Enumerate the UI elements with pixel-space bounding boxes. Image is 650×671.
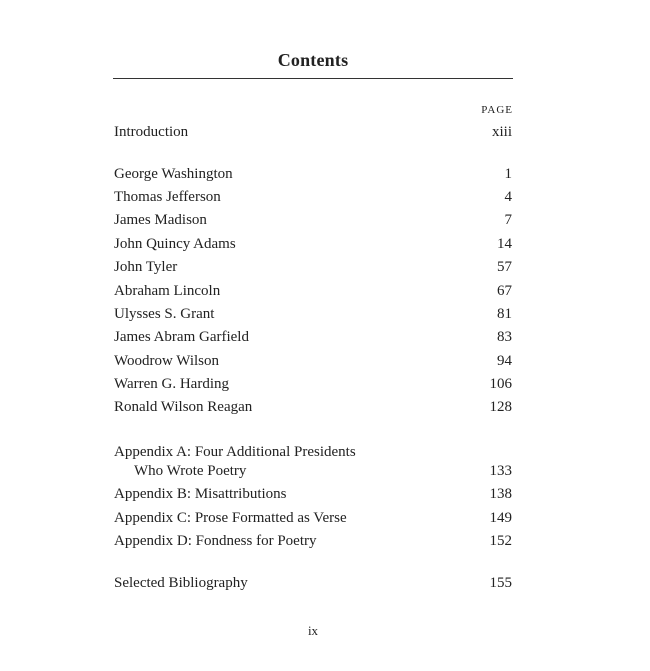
toc-entry-page: 94 xyxy=(497,353,512,369)
page-column-heading: PAGE xyxy=(481,104,513,116)
toc-entry-page: 81 xyxy=(497,306,512,322)
toc-entry-title: Appendix B: Misattributions xyxy=(114,486,287,502)
toc-entry-page: 152 xyxy=(489,533,512,549)
toc-entry-page: 14 xyxy=(497,236,512,252)
toc-entry-page: 128 xyxy=(489,399,512,415)
title-rule xyxy=(113,78,513,79)
toc-entry-page: 155 xyxy=(489,575,512,591)
toc-entry-page: 57 xyxy=(497,259,512,275)
toc-entry-page: 1 xyxy=(504,166,512,182)
page-number: ix xyxy=(307,623,319,638)
toc-entry-page: 149 xyxy=(489,510,512,526)
toc-entry-title: Introduction xyxy=(114,124,189,140)
toc-entry-title: John Tyler xyxy=(114,259,178,275)
toc-entry-title: Appendix A: Four Additional Presidents xyxy=(114,444,356,460)
toc-entry-page: xiii xyxy=(491,124,512,140)
page-title: Contents xyxy=(277,50,349,70)
toc-entry-page: 7 xyxy=(504,212,512,228)
toc-entry-page: 106 xyxy=(489,376,512,392)
toc-entry-page: 67 xyxy=(497,283,512,299)
toc-entry-page: 83 xyxy=(497,329,512,345)
toc-entry-title: Ronald Wilson Reagan xyxy=(114,399,253,415)
toc-entry-page: 133 xyxy=(489,463,512,479)
toc-entry-page: 138 xyxy=(489,486,512,502)
toc-entry-title: Woodrow Wilson xyxy=(114,353,219,369)
toc-entry-title: Ulysses S. Grant xyxy=(114,306,215,322)
toc-entry-title: James Madison xyxy=(114,212,207,228)
toc-entry-title: Appendix D: Fondness for Poetry xyxy=(114,533,317,549)
toc-entry-title: James Abram Garfield xyxy=(114,329,249,345)
toc-entry-title: John Quincy Adams xyxy=(114,236,236,252)
toc-entry-title: George Washington xyxy=(114,166,233,182)
toc-entry-title-continuation: Who Wrote Poetry xyxy=(134,463,247,479)
toc-entry-page: 4 xyxy=(504,189,512,205)
toc-entry-title: Thomas Jefferson xyxy=(114,189,221,205)
toc-entry-title: Warren G. Harding xyxy=(114,376,229,392)
toc-entry-title: Abraham Lincoln xyxy=(114,283,221,299)
toc-entry-title: Selected Bibliography xyxy=(114,575,248,591)
toc-entry-title: Appendix C: Prose Formatted as Verse xyxy=(114,510,347,526)
